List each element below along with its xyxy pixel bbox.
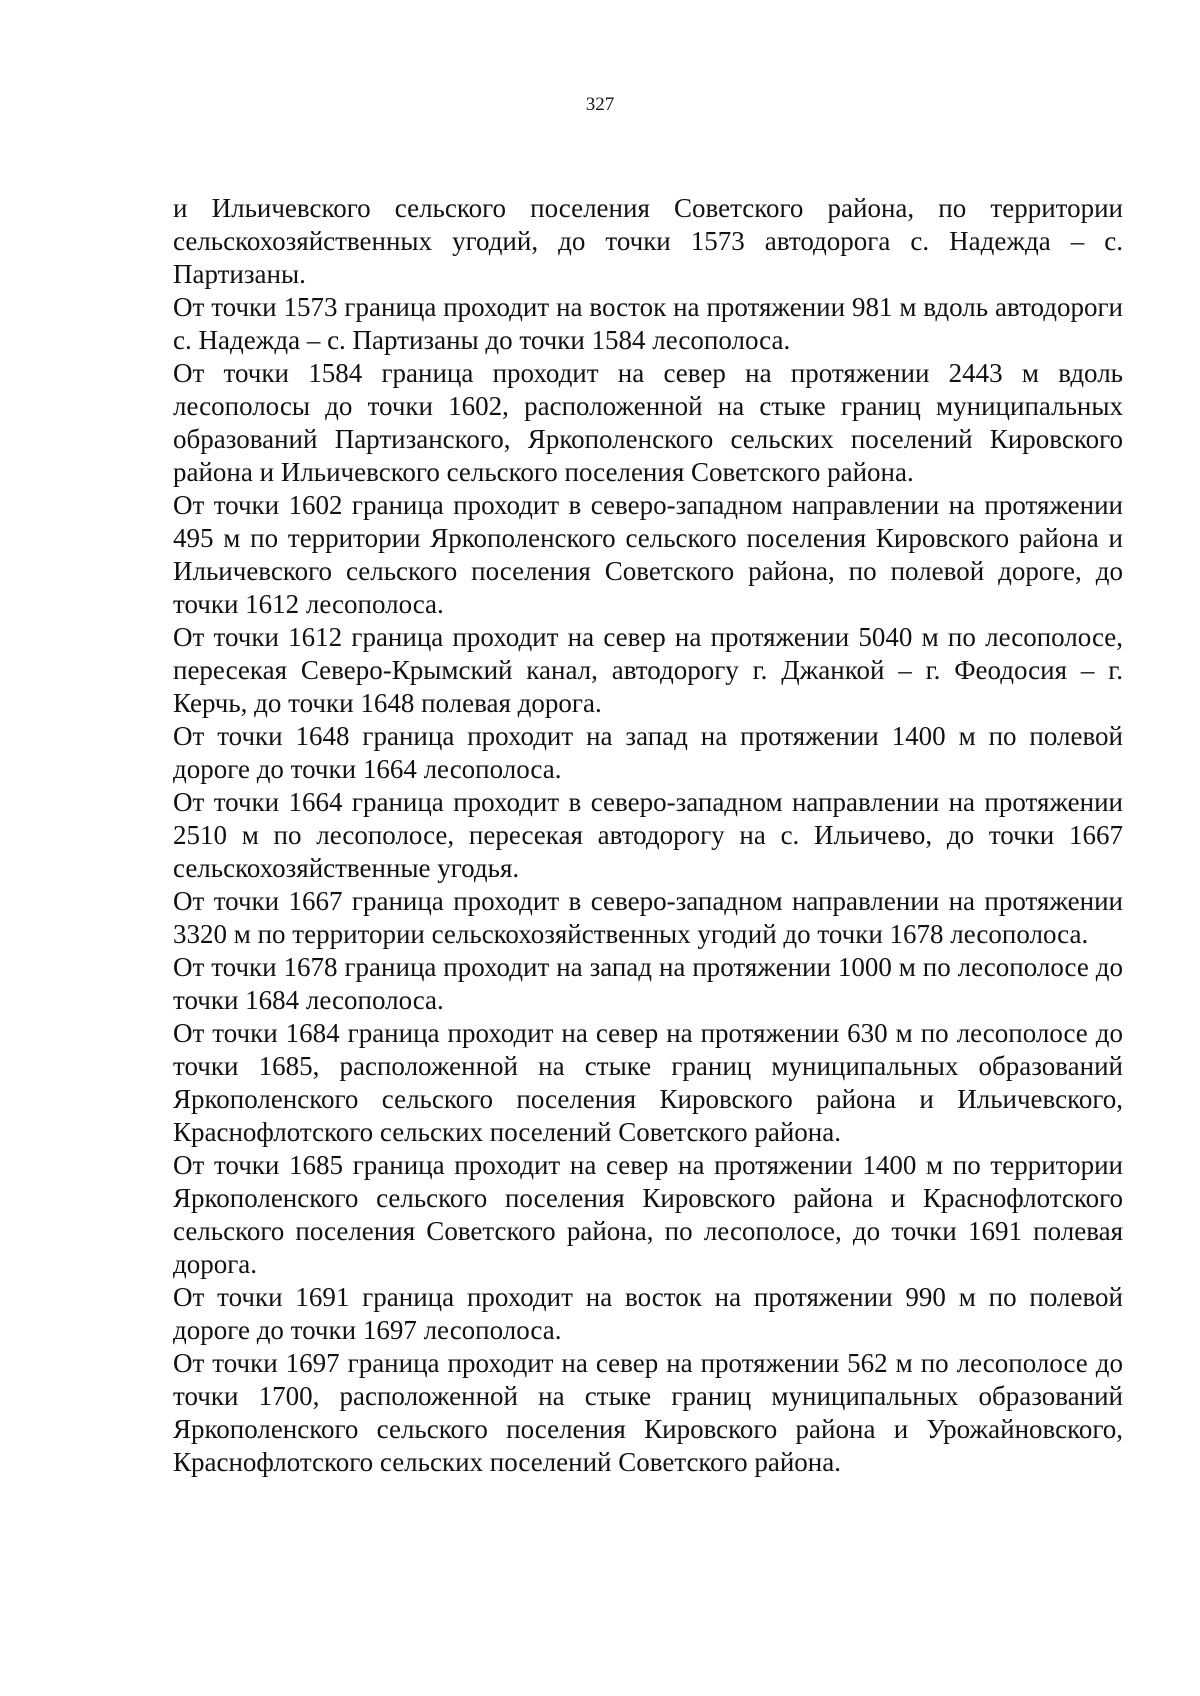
paragraph-4: От точки 1602 граница проходит в северо-западном направлении на протяжении 495 м по территории Яркополенского сельского поселения Кировского района и Ильичевского сельского поселения Советского района, по полевой дороге, до точки 1612 лесополоса.	[173, 490, 1123, 619]
paragraph-5: От точки 1612 граница проходит на север на протяжении 5040 м по лесополосе, пересекая Северо-Крымский канал, автодорогу г. Джанкой – г. Феодосия – г. Керчь, до точки 1648 полевая дорога.	[173, 622, 1123, 718]
paragraph-1: и Ильичевского сельского поселения Советского района, по территории сельскохозяйственных угодий, до точки 1573 автодорога с. Надежда – с. Партизаны.	[173, 193, 1123, 289]
page-number: 327	[585, 94, 615, 115]
document-body	[173, 192, 1123, 1479]
paragraph-9: От точки 1678 граница проходит на запад на протяжении 1000 м по лесополосе до точки 1684 лесополоса.	[173, 952, 1123, 1015]
paragraph-2: От точки 1573 граница проходит на восток на протяжении 981 м вдоль автодороги с. Надежда – с. Партизаны до точки 1584 лесополоса.	[173, 292, 1123, 355]
paragraph-13: От точки 1697 граница проходит на север на протяжении 562 м по лесополосе до точки 1700, расположенной на стыке границ муниципальных образований Яркополенского сельского поселения Кировского района и Урожайновского, Краснофлотского сельских поселений Советского района.	[173, 1348, 1123, 1477]
paragraph-10: От точки 1684 граница проходит на север на протяжении 630 м по лесополосе до точки 1685, расположенной на стыке границ муниципальных образований Яркополенского сельского поселения Кировского района и Ильичевского, Краснофлотского сельских поселений Советского района.	[173, 1018, 1123, 1147]
paragraph-6: От точки 1648 граница проходит на запад на протяжении 1400 м по полевой дороге до точки 1664 лесополоса.	[173, 721, 1123, 784]
paragraph-3: От точки 1584 граница проходит на север на протяжении 2443 м вдоль лесополосы до точки 1602, расположенной на стыке границ муниципальных образований Партизанского, Яркополенского сельских поселений Кировского района и Ильичевского сельского поселения Советского района.	[173, 358, 1123, 487]
paragraph-11: От точки 1685 граница проходит на север на протяжении 1400 м по территории Яркополенского сельского поселения Кировского района и Краснофлотского сельского поселения Советского района, по лесополосе, до точки 1691 полевая дорога.	[173, 1150, 1123, 1279]
paragraph-7: От точки 1664 граница проходит в северо-западном направлении на протяжении 2510 м по лесополосе, пересекая автодорогу на с. Ильичево, до точки 1667 сельскохозяйственные угодья.	[173, 787, 1123, 883]
paragraph-12: От точки 1691 граница проходит на восток на протяжении 990 м по полевой дороге до точки 1697 лесополоса.	[173, 1282, 1123, 1345]
paragraph-8: От точки 1667 граница проходит в северо-западном направлении на протяжении 3320 м по территории сельскохозяйственных угодий до точки 1678 лесополоса.	[173, 886, 1123, 949]
